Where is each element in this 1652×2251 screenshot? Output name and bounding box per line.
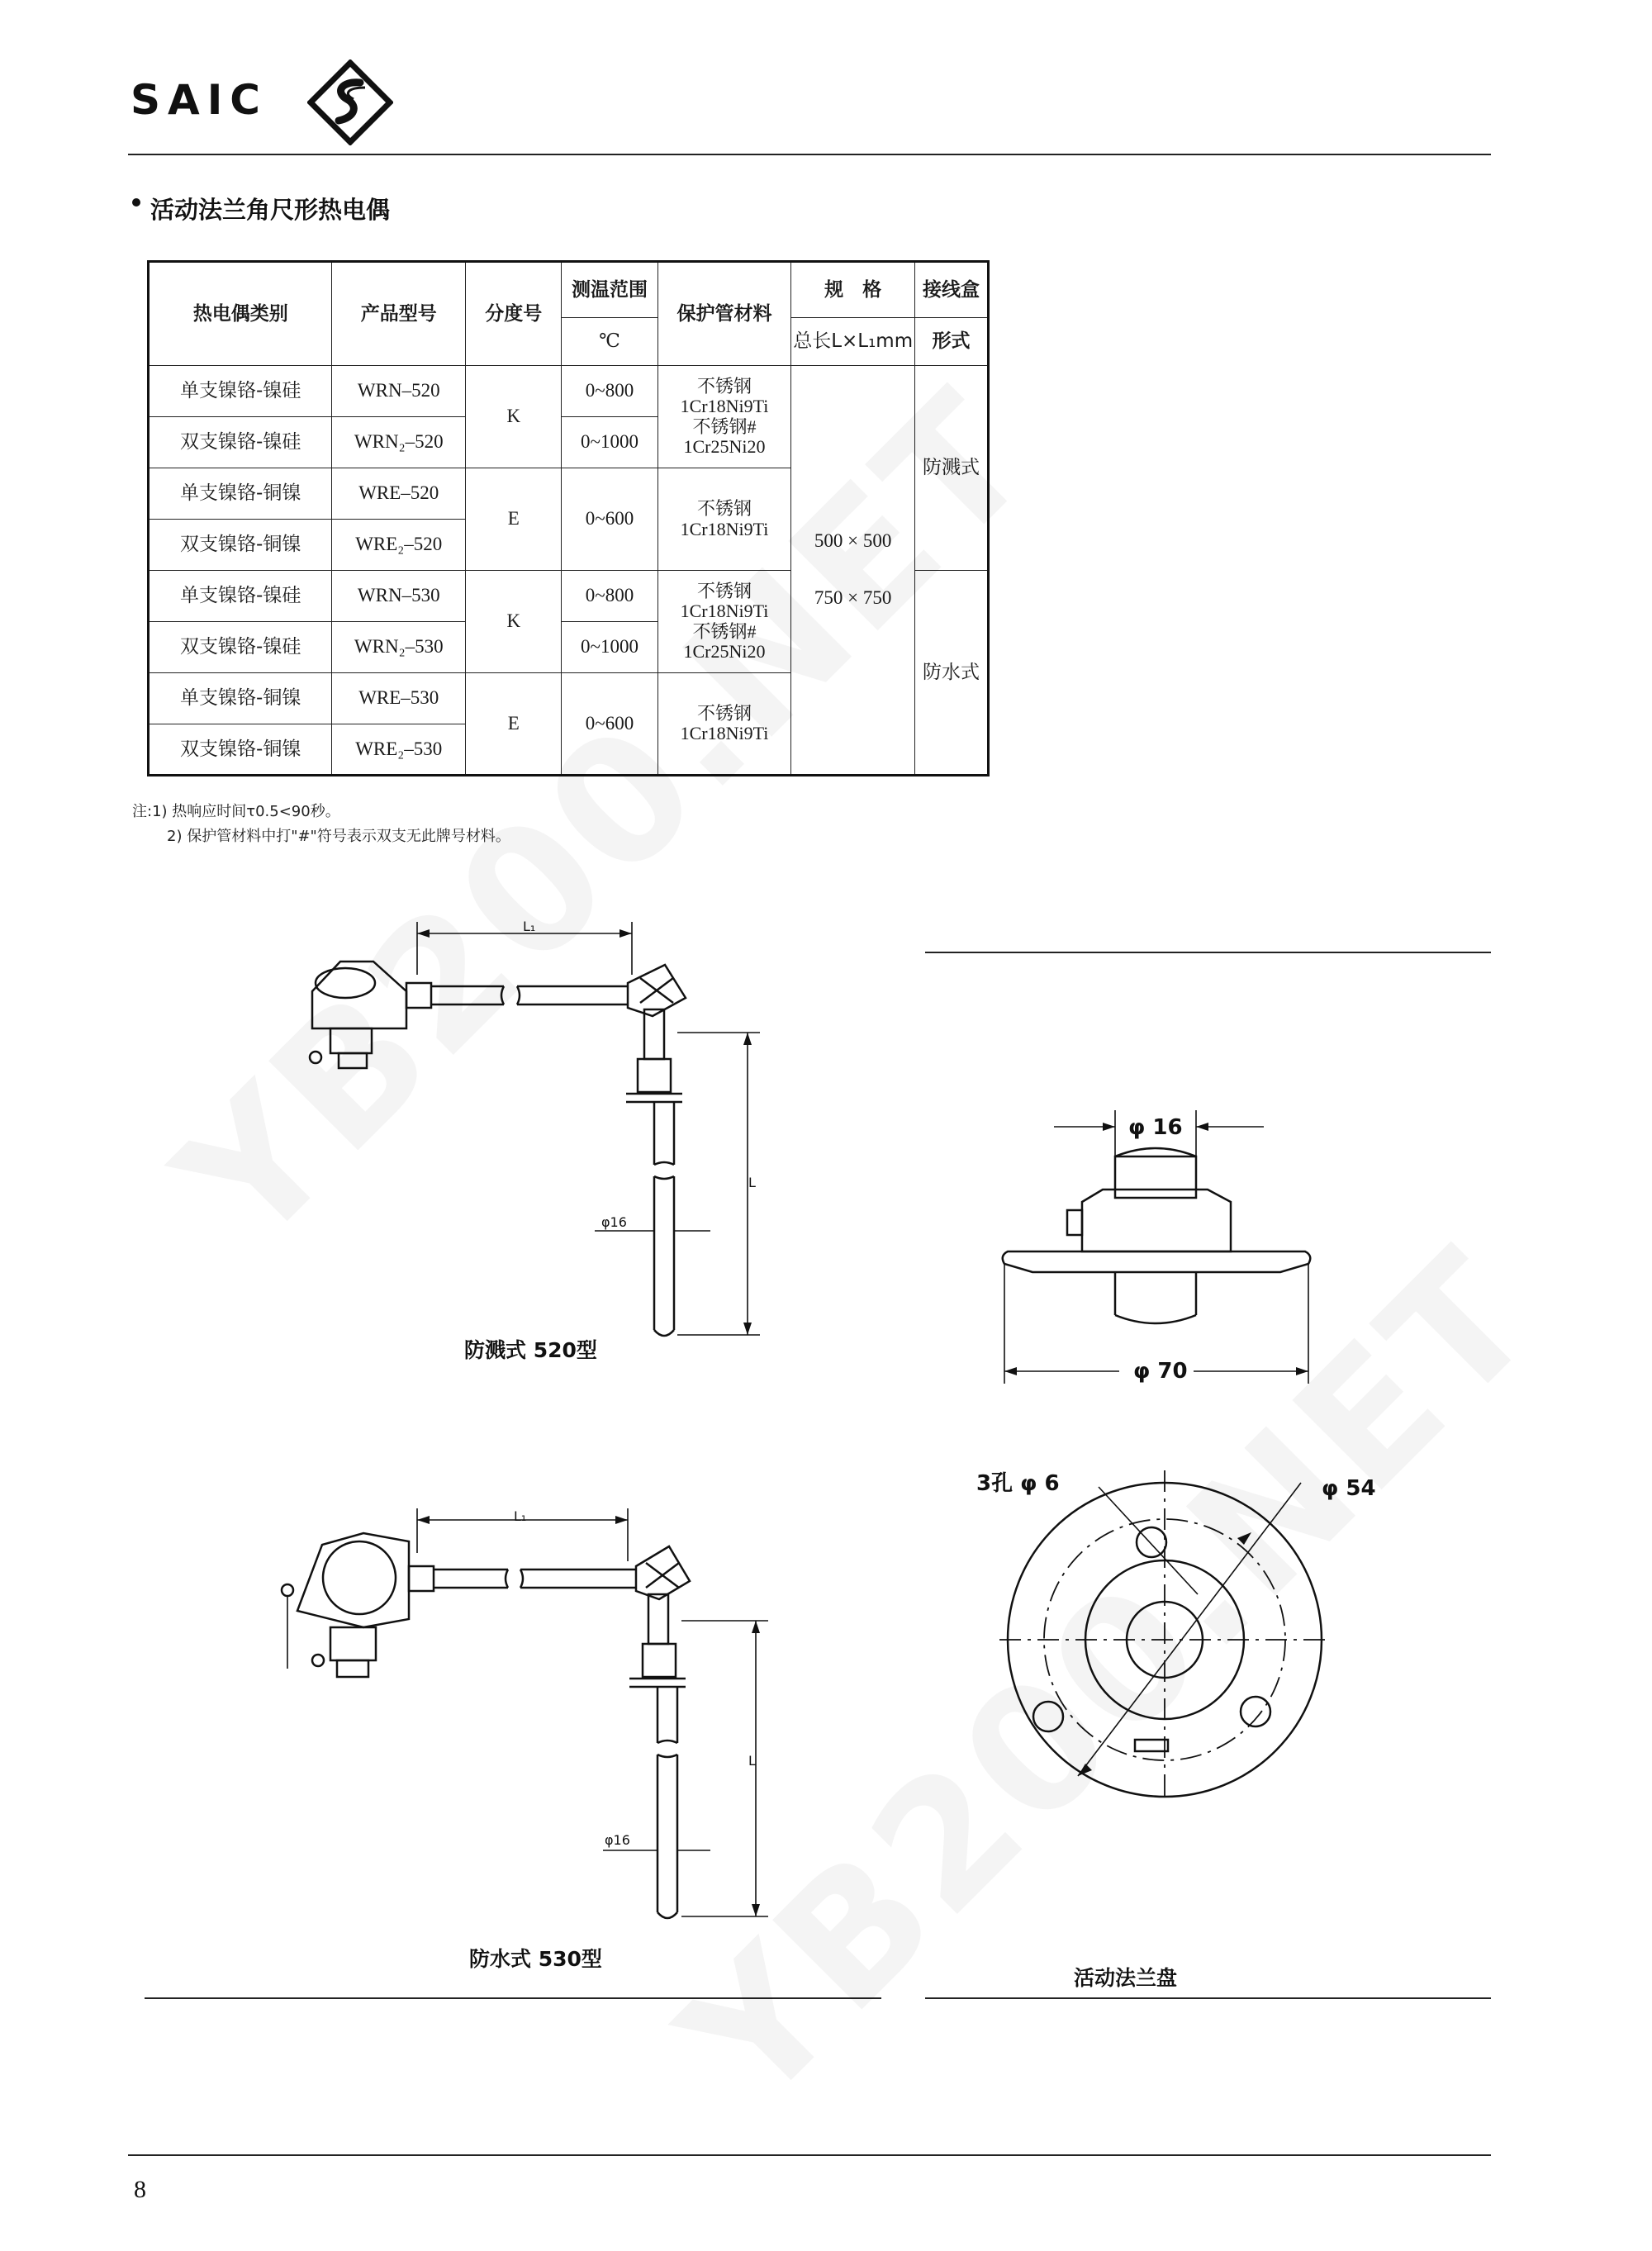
row-type: 双支镍铬-铜镍 bbox=[149, 724, 332, 776]
flange-side-view-drawing bbox=[991, 1099, 1322, 1396]
dim-phi16-flange: φ 16 bbox=[1128, 1115, 1183, 1140]
header-model: 产品型号 bbox=[332, 262, 466, 366]
spec-value: 500 × 500 bbox=[814, 530, 892, 552]
row-type: 双支镍铬-镍硅 bbox=[149, 622, 332, 673]
dim-L-520: L bbox=[748, 1175, 756, 1190]
row-model: WRE–530 bbox=[332, 673, 466, 724]
material-line: 不锈钢# bbox=[692, 416, 757, 437]
range-cell: 0~1000 bbox=[562, 417, 657, 468]
dim-phi54: φ 54 bbox=[1322, 1476, 1376, 1501]
row-model: WRE₂–520 bbox=[332, 520, 466, 571]
dim-phi16-530: φ16 bbox=[605, 1832, 630, 1848]
box-cell: 防溅式 bbox=[914, 366, 988, 571]
dim-L1-520: L₁ bbox=[523, 919, 536, 934]
header-range-unit: ℃ bbox=[562, 318, 657, 366]
header-box-sub: 形式 bbox=[914, 318, 988, 366]
figures-rule-right bbox=[925, 1997, 1491, 1999]
row-model: WRN–520 bbox=[332, 366, 466, 417]
caption-530: 防水式 530型 bbox=[469, 1947, 602, 1971]
row-type: 双支镍铬-镍硅 bbox=[149, 417, 332, 468]
header-graduation: 分度号 bbox=[466, 262, 562, 366]
brand-name: SAIC bbox=[131, 76, 268, 124]
material-line: 不锈钢# bbox=[692, 620, 757, 642]
bullet-icon bbox=[132, 198, 140, 207]
material-line: 1Cr25Ni20 bbox=[683, 435, 766, 457]
material-line: 1Cr25Ni20 bbox=[683, 640, 766, 662]
dim-holes: 3孔 φ 6 bbox=[976, 1471, 1060, 1496]
header-type: 热电偶类别 bbox=[149, 262, 332, 366]
header-material: 保护管材料 bbox=[657, 262, 791, 366]
material-line: 1Cr18Ni9Ti bbox=[680, 396, 769, 417]
range-cell: 0~600 bbox=[562, 673, 657, 776]
graduation-cell: E bbox=[466, 468, 562, 571]
row-type: 单支镍铬-铜镍 bbox=[149, 673, 332, 724]
material-line: 不锈钢 bbox=[696, 376, 752, 397]
graduation-cell: K bbox=[466, 571, 562, 673]
dim-L-530: L bbox=[748, 1753, 756, 1769]
material-line: 不锈钢 bbox=[696, 581, 752, 602]
material-line: 1Cr18Ni9Ti bbox=[680, 601, 769, 622]
row-type: 单支镍铬-镍硅 bbox=[149, 571, 332, 622]
header-spec: 规 格 bbox=[791, 262, 915, 318]
saic-logo-icon bbox=[307, 59, 393, 145]
spec-value: 750 × 750 bbox=[814, 587, 892, 608]
graduation-cell: E bbox=[466, 673, 562, 776]
row-model: WRN₂–520 bbox=[332, 417, 466, 468]
row-model: WRE₂–530 bbox=[332, 724, 466, 776]
range-cell: 0~600 bbox=[562, 468, 657, 571]
row-model: WRN₂–530 bbox=[332, 622, 466, 673]
note-2: 2) 保护管材料中打"#"符号表示双支无此牌号材料。 bbox=[167, 828, 510, 845]
range-cell: 0~1000 bbox=[562, 622, 657, 673]
dim-L1-530: L₁ bbox=[514, 1508, 527, 1524]
range-cell: 0~800 bbox=[562, 571, 657, 622]
row-model: WRE–520 bbox=[332, 468, 466, 520]
row-model: WRN–530 bbox=[332, 571, 466, 622]
caption-flange: 活动法兰盘 bbox=[1074, 1966, 1178, 1990]
header-spec-sub: 总长L×L₁mm bbox=[791, 318, 915, 366]
header-rule bbox=[128, 154, 1491, 155]
thermocouple-530-drawing bbox=[273, 1495, 785, 1933]
material-line: 1Cr18Ni9Ti bbox=[680, 723, 769, 743]
row-type: 双支镍铬-铜镍 bbox=[149, 520, 332, 571]
caption-520: 防溅式 520型 bbox=[464, 1338, 597, 1362]
note-1: 注:1) 热响应时间τ0.5<90秒。 bbox=[132, 803, 340, 820]
graduation-cell: K bbox=[466, 366, 562, 468]
row-type: 单支镍铬-铜镍 bbox=[149, 468, 332, 520]
material-cell bbox=[657, 366, 791, 468]
dim-phi70-flange: φ 70 bbox=[1133, 1359, 1188, 1384]
right-divider bbox=[925, 952, 1491, 953]
footer-rule bbox=[128, 2154, 1491, 2156]
box-cell: 防水式 bbox=[914, 571, 988, 776]
material-line: 不锈钢 bbox=[696, 702, 752, 724]
material-line: 不锈钢 bbox=[696, 498, 752, 520]
row-type: 单支镍铬-镍硅 bbox=[149, 366, 332, 417]
section-title: 活动法兰角尺形热电偶 bbox=[150, 196, 391, 224]
dim-phi16-520: φ16 bbox=[601, 1214, 627, 1230]
material-line: 1Cr18Ni9Ti bbox=[680, 518, 769, 539]
page-number: 8 bbox=[134, 2176, 146, 2203]
range-cell: 0~800 bbox=[562, 366, 657, 417]
header-box: 接线盒 bbox=[914, 262, 988, 318]
header-range: 测温范围 bbox=[562, 262, 657, 318]
